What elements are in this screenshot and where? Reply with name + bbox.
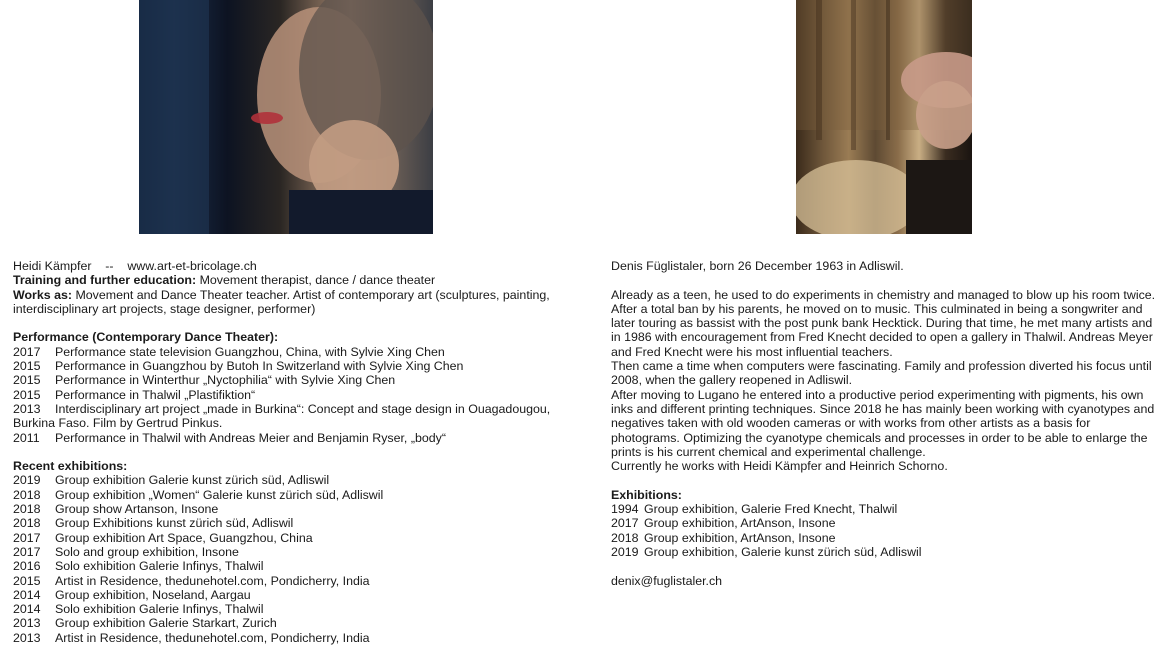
exhibition-year: 2014 [13, 587, 41, 602]
performance-text: Interdisciplinary art project „made in Burkina“: Concept and stage design in Ouagadougou, Burkina Faso. Film by Gertrud Pinkus. [13, 401, 551, 431]
exhibition-year: 2018 [13, 502, 41, 517]
performance-item [13, 388, 553, 402]
exhibition-text: Group show Artanson, Insone [55, 502, 219, 517]
performance-text: Performance in Guangzhou by Butoh In Switzerland with Sylvie Xing Chen [55, 359, 464, 374]
denis-portrait-photo [796, 0, 972, 234]
bio-paragraph: Already as a teen, he used to do experiments in chemistry and managed to blow up his room twice. After a total ban by his parents, he moved on to music. This culminated in being a songwriter and later touring as bassist with the post punk bank Hecktick. During that time, he met many artists and in 1986 with encouragement from Fred Knecht decided to open a gallery in Thalwil. Andreas Meyer and Fred Knecht were his most influential teachers. [611, 287, 1156, 359]
denis-exhibitions-heading: Exhibitions: [611, 487, 682, 502]
exhibition-item [13, 473, 553, 487]
exhibition-year: 2013 [13, 630, 41, 645]
exhibition-item [13, 588, 553, 602]
exhibition-year: 2018 [13, 516, 41, 531]
performance-heading: Performance (Contemporary Dance Theater): [13, 330, 279, 345]
exhibition-text: Artist in Residence, thedunehotel.com, Pondicherry, India [55, 630, 370, 645]
denis-bio [611, 259, 1161, 588]
exhibition-item [13, 616, 553, 630]
recent-exhibitions-heading: Recent exhibitions: [13, 459, 128, 474]
exhibition-text: Artist in Residence, thedunehotel.com, Pondicherry, India [55, 573, 370, 588]
exhibition-item [13, 516, 553, 530]
works-label: Works as: [13, 287, 72, 302]
exhibition-item [13, 502, 553, 516]
exhibition-year: 1994 [611, 502, 639, 517]
heidi-portrait-photo [139, 0, 433, 234]
exhibition-text: Group exhibition Art Space, Guangzhou, China [55, 530, 313, 545]
denis-email-link[interactable]: denix@fuglistaler.ch [611, 573, 723, 588]
exhibition-year: 2019 [611, 544, 639, 559]
exhibition-year: 2015 [13, 573, 41, 588]
exhibition-text: Group exhibition, Noseland, Aargau [55, 587, 251, 602]
denis-exhibitions-list [611, 502, 1161, 559]
performance-text: Performance in Winterthur „Nyctophilia“ with Sylvie Xing Chen [55, 373, 396, 388]
exhibition-item [13, 631, 553, 645]
denis-intro: Denis Füglistaler, born 26 December 1963 in Adliswil. [611, 259, 904, 273]
performance-list [13, 345, 553, 445]
performance-item [13, 373, 553, 387]
exhibition-item [13, 574, 553, 588]
performance-year: 2013 [13, 401, 41, 416]
performance-item [13, 431, 553, 445]
exhibition-text: Group exhibition Galerie kunst zürich süd, Adliswil [55, 473, 330, 488]
exhibition-year: 2013 [13, 616, 41, 631]
performance-item [13, 359, 553, 373]
bio-paragraph: After moving to Lugano he entered into a productive period experimenting with pigments, his own inks and different printing techniques. Since 2018 he has mainly been working with cyanotypes and negatives taken with old wooden cameras or with works from other artists as a basis for photograms. Optimizing the cyanotype chemicals and processes in order to be able to enlarge the prints is his current chemical and experimental challenge. [611, 387, 1155, 459]
exhibition-year: 2018 [611, 530, 639, 545]
heidi-bio [13, 259, 553, 645]
exhibition-text: Group Exhibitions kunst zürich süd, Adliswil [55, 516, 294, 531]
exhibition-text: Group exhibition, Galerie Fred Knecht, Thalwil [644, 502, 898, 517]
exhibition-item [611, 531, 1161, 545]
heidi-portrait-image [139, 0, 433, 234]
exhibition-item [611, 545, 1161, 559]
exhibition-text: Group exhibition, ArtAnson, Insone [644, 516, 836, 531]
exhibition-year: 2017 [611, 516, 639, 531]
exhibition-year: 2018 [13, 487, 41, 502]
performance-year: 2017 [13, 344, 41, 359]
bio-paragraph: Currently he works with Heidi Kämpfer and Heinrich Schorno. [611, 459, 948, 474]
heidi-works [13, 288, 553, 317]
performance-text: Performance in Thalwil with Andreas Meier and Benjamin Ryser, „body“ [55, 430, 446, 445]
exhibition-year: 2016 [13, 559, 41, 574]
exhibition-text: Group exhibition, ArtAnson, Insone [644, 530, 836, 545]
heidi-training [13, 273, 553, 287]
exhibition-text: Group exhibition Galerie Starkart, Zurich [55, 616, 277, 631]
exhibition-text: Solo exhibition Galerie Infinys, Thalwil [55, 602, 264, 617]
bio-paragraph: Then came a time when computers were fascinating. Family and profession diverted his focus until 2008, when the gallery reopened in Adliswil. [611, 359, 1152, 388]
heidi-website-link[interactable]: www.art-et-bricolage.ch [127, 259, 257, 273]
heidi-header [13, 259, 553, 273]
performance-year: 2015 [13, 387, 41, 402]
exhibition-item [13, 559, 553, 573]
exhibition-year: 2017 [13, 544, 41, 559]
exhibition-year: 2014 [13, 602, 41, 617]
exhibition-text: Group exhibition „Women“ Galerie kunst zürich süd, Adliswil [55, 487, 384, 502]
heidi-name: Heidi Kämpfer [13, 259, 92, 273]
recent-exhibitions-list [13, 473, 553, 645]
performance-year: 2015 [13, 373, 41, 388]
training-label: Training and further education: [13, 273, 197, 288]
exhibition-item [611, 516, 1161, 530]
exhibition-text: Solo exhibition Galerie Infinys, Thalwil [55, 559, 264, 574]
exhibition-year: 2019 [13, 473, 41, 488]
header-separator: -- [105, 259, 114, 273]
performance-year: 2015 [13, 359, 41, 374]
exhibition-item [611, 502, 1161, 516]
exhibition-item [13, 488, 553, 502]
training-text: Movement therapist, dance / dance theater [196, 273, 436, 288]
denis-portrait-image [796, 0, 972, 234]
performance-text: Performance state television Guangzhou, China, with Sylvie Xing Chen [55, 344, 445, 359]
exhibition-item [13, 602, 553, 616]
performance-text: Performance in Thalwil „Plastifiktion“ [55, 387, 256, 402]
performance-item [13, 345, 553, 359]
works-text: Movement and Dance Theater teacher. Artist of contemporary art (sculptures, painting, interdisciplinary art projects, stage designer, performer) [13, 287, 550, 316]
exhibition-text: Group exhibition, Galerie kunst zürich süd, Adliswil [644, 544, 922, 559]
performance-item [13, 402, 553, 431]
exhibition-item [13, 545, 553, 559]
performance-year: 2011 [13, 430, 40, 445]
exhibition-item [13, 531, 553, 545]
exhibition-text: Solo and group exhibition, Insone [55, 544, 239, 559]
exhibition-year: 2017 [13, 530, 41, 545]
